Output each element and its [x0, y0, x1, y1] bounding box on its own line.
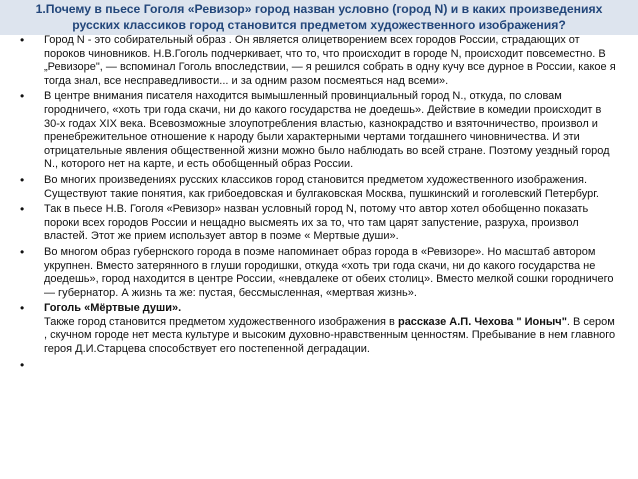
slide-title-line-1: 1.Почему в пьесе Гоголя «Ревизор» город назван условно (город N) и в каких произведениях [35, 2, 603, 16]
slide-title [0, 0, 638, 35]
list-item [20, 174, 618, 201]
item-text-bold: рассказе А.П. Чехова " Ионыч" [397, 315, 567, 328]
list-item [20, 302, 618, 356]
item-text-after: . В сером , скучном городе нет места культуре и высоким духовно-нравственным ценностям. Пребывание в нем главного героя Д.И.Старцева способствует его постепенной деградации. [44, 315, 616, 356]
bullet-icon: • [20, 357, 25, 372]
item-text: Во многих произведениях русских классиков город становится предметом художественного изображения. Существуют такие понятия, как грибоедовская и булгаковская Москва, пушкинский и гоголевский Петербург. [44, 173, 599, 200]
bullet-icon: • [20, 33, 25, 47]
item-text: Город N - это собирательный образ . Он является олицетворением всех городов России, страдающих от пороков чиновников. Н.В.Гоголь подчеркивает, что то, что происходит в городе N, происходит повсеместно. В „Ревизоре", — вспоминал Гоголь впоследствии, — я решился собрать в одну кучу все дурное в России, какое я тогда знал, все несправедливости... и за одним разом посмеяться над всеми». [44, 34, 616, 87]
bullet-icon: • [20, 89, 25, 104]
bullet-icon: • [20, 202, 25, 217]
list-item [20, 246, 618, 300]
item-heading: Гоголь «Мёртвые души». [44, 302, 182, 315]
item-text-before: Также город становится предметом художественного изображения в [44, 315, 398, 328]
bullet-icon: • [20, 244, 25, 259]
item-text: В центре внимания писателя находится вымышленный провинциальный город N., откуда, по словам городничего, «хоть три года скачи, ни до какого государства не доедешь». Действие в комедии происходит в 30-х годах XIX века. Всевозможные злоупотребления властью, казнокрадство и взяточничество, произвол и пренебрежительное отношение к народу были характерными чертами тогдашнего чиновничества. И эти отрицательные явления общественной жизни можно было наблюдать во всей стране. Поэтому уездный город N., которого нет на карте, и есть обобщенный образ России. [44, 90, 610, 171]
item-text: Так в пьесе Н.В. Гоголя «Ревизор» назван условный город N, потому что автор хотел обобщенно показать пороки всех городов России и нещадно высмеять их за то, что там царят запустение, разруха, произвол властей. Этот же прием использует автор в поэме « Мертвые души». [44, 203, 589, 243]
bullet-icon: • [20, 301, 25, 316]
bullet-list [20, 33, 618, 372]
list-item [20, 90, 618, 172]
list-item [20, 34, 618, 88]
list-item [20, 203, 618, 244]
item-text: Во многом образ губернского города в поэме напоминает образ города в «Ревизоре». Но масштаб автором укрупнен. Вместо затерянного в глуши городишки, откуда «хоть три года скачи, ни до какого государства не доедешь», город находится в центре России, «невдалеке от обеих столиц». Вместо мелкой сошки городничего — губернатор. А жизнь та же: пустая, бессмысленная, «мертвая жизнь». [44, 245, 614, 299]
bullet-icon: • [20, 172, 25, 187]
slide-title-line-2: русских классиков город становится предметом художественного изображения? [72, 18, 566, 32]
